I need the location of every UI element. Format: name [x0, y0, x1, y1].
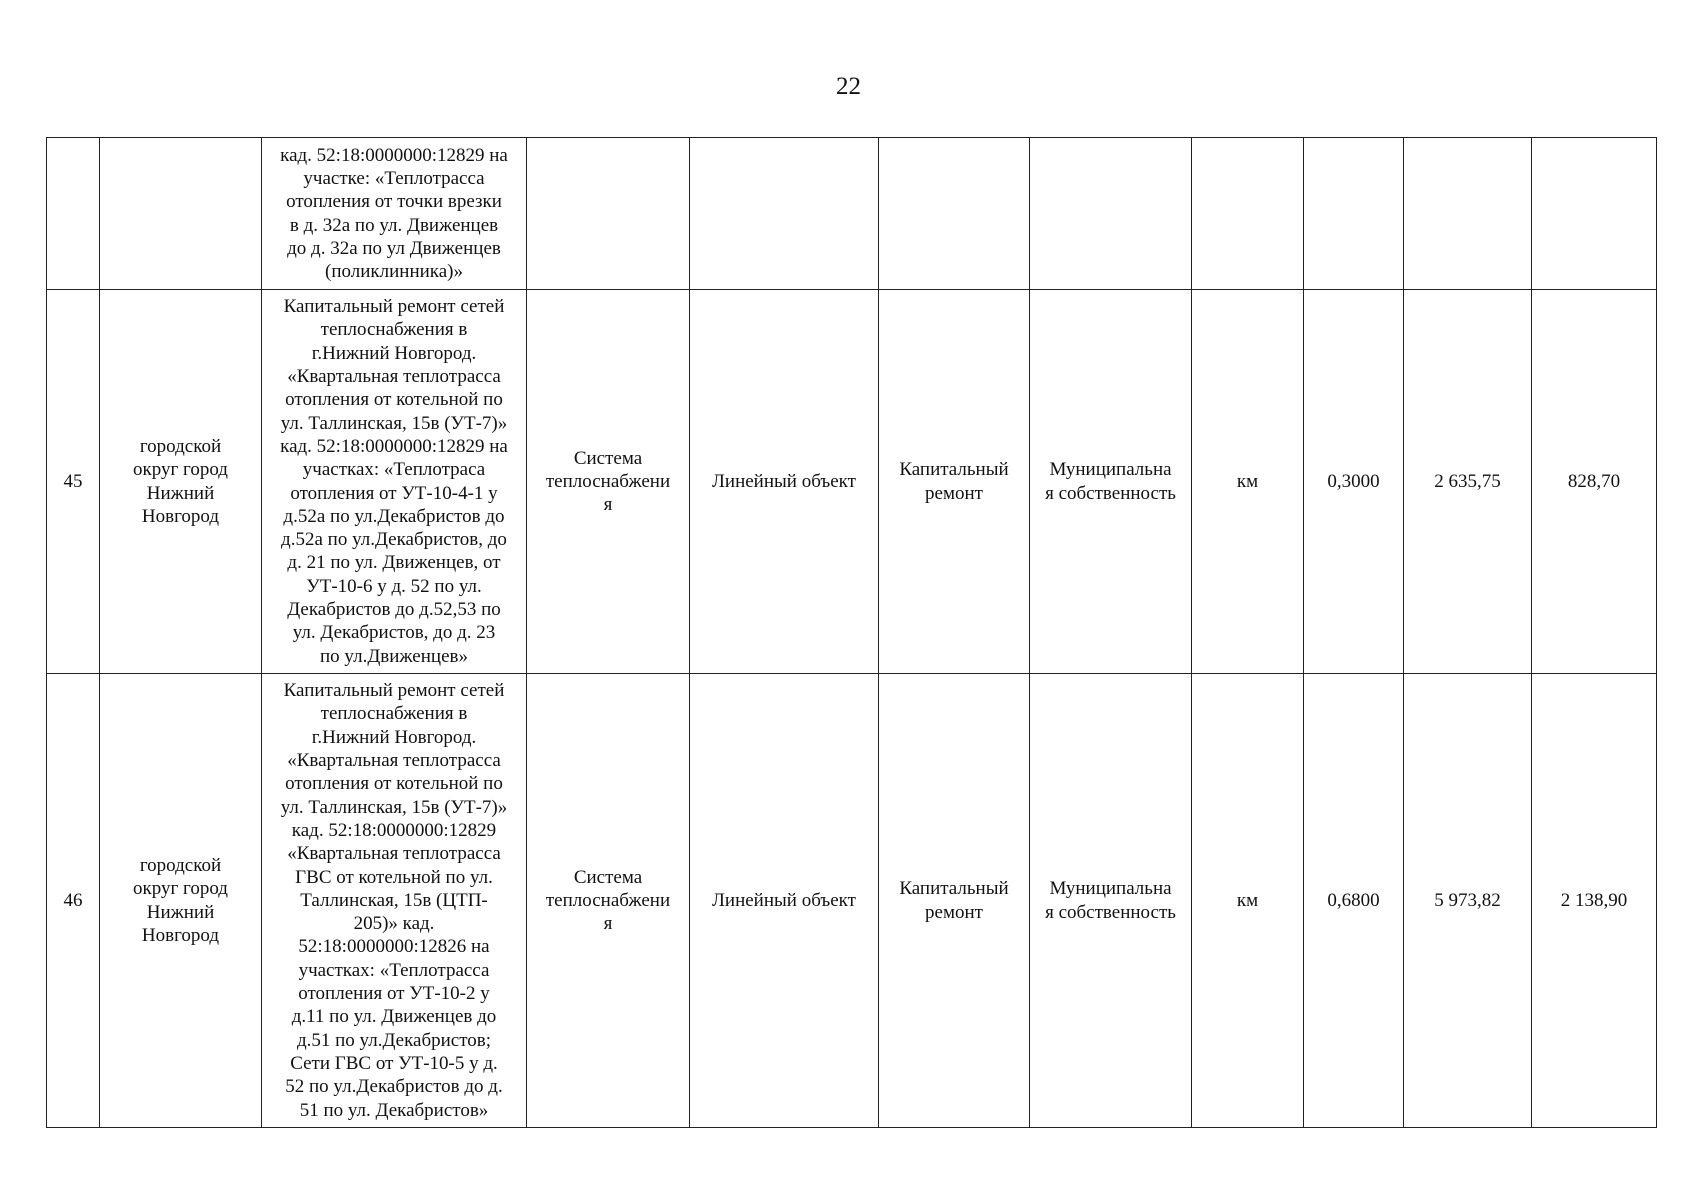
work-type-cell: Капитальный ремонт — [879, 674, 1030, 1128]
work-type-cell — [879, 138, 1030, 290]
cost-part-cell: 828,70 — [1532, 290, 1657, 674]
table-row — [47, 138, 1657, 290]
description-cell: кад. 52:18:0000000:12829 на участке: «Теплотрасса отопления от точки врезки в д. 32а по ул. Движенцев до д. 32а по ул Движенцев (поликлинника)» — [262, 138, 527, 290]
object-type-cell — [690, 138, 879, 290]
row-number: 45 — [47, 290, 100, 674]
ownership-cell: Муниципальна я собственность — [1030, 674, 1192, 1128]
system-cell: Система теплоснабжени я — [527, 290, 690, 674]
quantity-cell: 0,3000 — [1304, 290, 1404, 674]
cost-part-cell: 2 138,90 — [1532, 674, 1657, 1128]
territory-cell: городской округ город Нижний Новгород — [100, 290, 262, 674]
quantity-cell: 0,6800 — [1304, 674, 1404, 1128]
system-cell: Система теплоснабжени я — [527, 674, 690, 1128]
territory-cell: городской округ город Нижний Новгород — [100, 674, 262, 1128]
unit-cell: км — [1192, 674, 1304, 1128]
table-row — [47, 290, 1657, 674]
territory-cell — [100, 138, 262, 290]
ownership-cell: Муниципальна я собственность — [1030, 290, 1192, 674]
row-number: 46 — [47, 674, 100, 1128]
quantity-cell — [1304, 138, 1404, 290]
objects-table — [46, 137, 1657, 1128]
cost-total-cell: 5 973,82 — [1404, 674, 1532, 1128]
cost-part-cell — [1532, 138, 1657, 290]
page-number: 22 — [836, 73, 861, 100]
cost-total-cell — [1404, 138, 1532, 290]
unit-cell: км — [1192, 290, 1304, 674]
ownership-cell — [1030, 138, 1192, 290]
object-type-cell: Линейный объект — [690, 674, 879, 1128]
work-type-cell: Капитальный ремонт — [879, 290, 1030, 674]
description-cell: Капитальный ремонт сетей теплоснабжения в г.Нижний Новгород. «Квартальная теплотрасса отопления от котельной по ул. Таллинская, 15в (УТ-7)» кад. 52:18:0000000:12829 на участках: «Теплотраса отопления от УТ-10-4-1 у д.52а по ул.Декабристов до д.52а по ул.Декабристов, до д. 21 по ул. Движенцев, от УТ-10-6 у д. 52 по ул. Декабристов до д.52,53 по ул. Декабристов, до д. 23 по ул.Движенцев» — [262, 290, 527, 674]
unit-cell — [1192, 138, 1304, 290]
cost-total-cell: 2 635,75 — [1404, 290, 1532, 674]
system-cell — [527, 138, 690, 290]
row-number — [47, 138, 100, 290]
object-type-cell: Линейный объект — [690, 290, 879, 674]
description-cell: Капитальный ремонт сетей теплоснабжения в г.Нижний Новгород. «Квартальная теплотрасса отопления от котельной по ул. Таллинская, 15в (УТ-7)» кад. 52:18:0000000:12829 «Квартальная теплотрасса ГВС от котельной по ул. Таллинская, 15в (ЦТП- 205)» кад. 52:18:0000000:12826 на участках: «Теплотрасса отопления от УТ-10-2 у д.11 по ул. Движенцев до д.51 по ул.Декабристов; Сети ГВС от УТ-10-5 у д. 52 по ул.Декабристов до д. 51 по ул. Декабристов» — [262, 674, 527, 1128]
table-row — [47, 674, 1657, 1128]
